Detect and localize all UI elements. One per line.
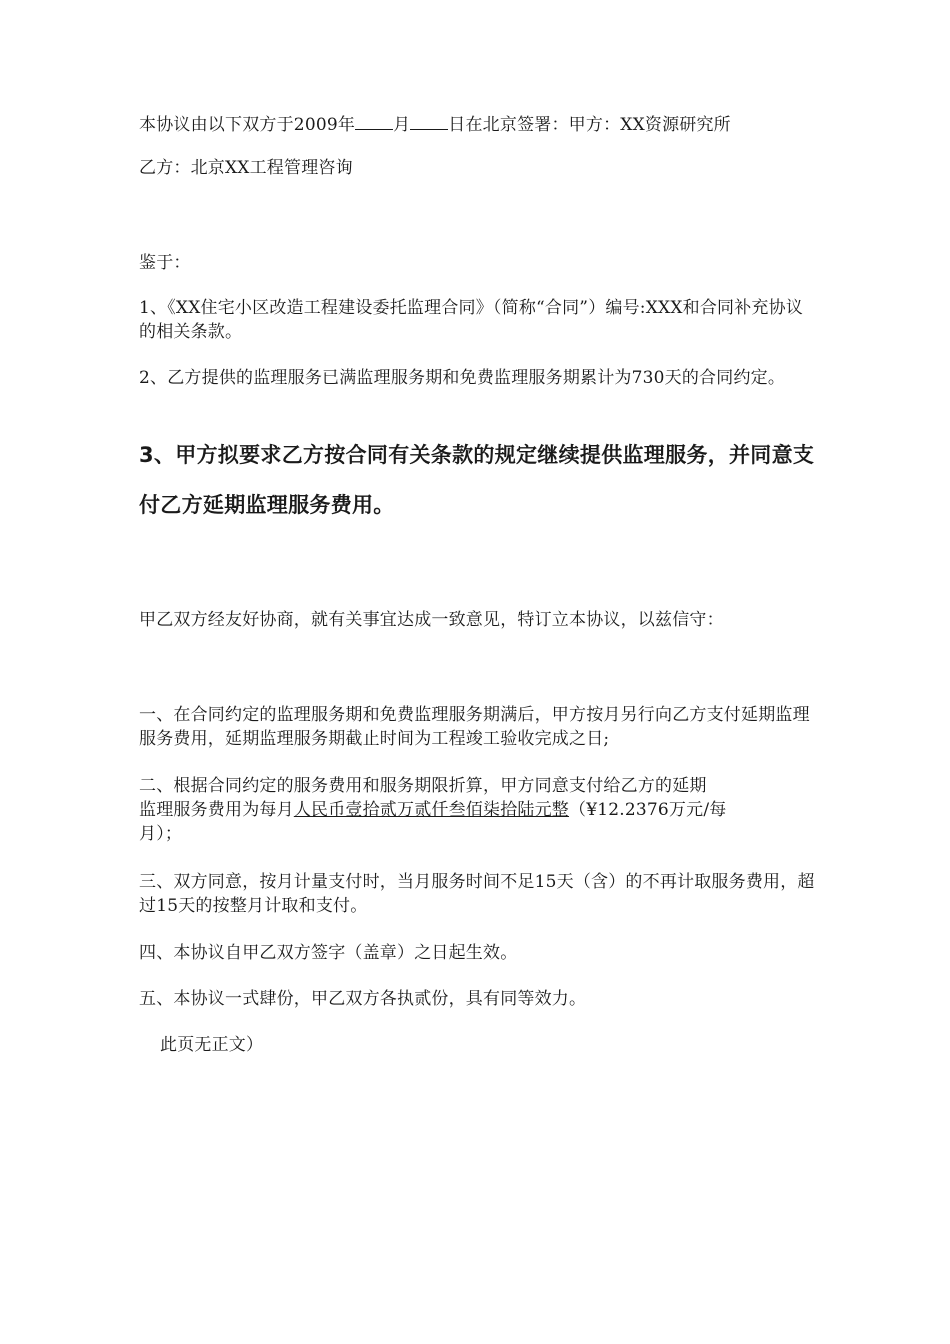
month-blank (355, 113, 393, 130)
recital-1: 1、《XX住宅小区改造工程建设委托监理合同》（简称“合同”）编号:XXX和合同补充协议的相关条款。 (139, 298, 804, 342)
page-note: 此页无正文） (160, 1035, 264, 1055)
party-b: 乙方：北京XX工程管理咨询 (139, 158, 353, 178)
agreement-intro: 甲乙双方经友好协商，就有关事宜达成一致意见，特订立本协议，以兹信守： (139, 610, 724, 630)
fee-amount-words: 人民币壹拾贰万贰仟叁佰柒拾陆元整 (293, 800, 570, 820)
clause-2-prefix: 监理服务费用为每月 (139, 800, 294, 820)
clause-2-line-2 (139, 798, 819, 822)
intro-line (139, 113, 819, 137)
clause-3: 三、双方同意，按月计量支付时，当月服务时间不足15天（含）的不再计取服务费用，超过15天的按整月计取和支付。 (139, 872, 815, 916)
recital-3: 3、甲方拟要求乙方按合同有关条款的规定继续提供监理服务，并同意支付乙方延期监理服务费用。 (139, 443, 815, 517)
clause-2-line-3: 月）； (139, 824, 183, 844)
clause-1: 一、在合同约定的监理服务期和免费监理服务期满后，甲方按月另行向乙方支付延期监理服务费用，延期监理服务期截止时间为工程竣工验收完成之日; (139, 705, 810, 749)
month-label: 月 (393, 115, 411, 135)
recital-2: 2、乙方提供的监理服务已满监理服务期和免费监理服务期累计为730天的合同约定。 (139, 368, 786, 388)
clause-5: 五、本协议一式肆份，甲乙双方各执贰份，具有同等效力。 (139, 989, 587, 1009)
clause-4: 四、本协议自甲乙双方签字（盖章）之日起生效。 (139, 943, 518, 963)
clause-2-line-1: 二、根据合同约定的服务费用和服务期限折算，甲方同意支付给乙方的延期 (139, 776, 707, 796)
intro-prefix: 本协议由以下双方于2009年 (139, 115, 356, 135)
whereas-heading: 鉴于： (139, 253, 191, 273)
fee-amount-figure: （¥12.2376万元/每 (569, 800, 727, 820)
day-blank (410, 113, 448, 130)
clause-2 (139, 774, 819, 846)
day-and-party-a: 日在北京签署：甲方：XX资源研究所 (448, 115, 731, 135)
